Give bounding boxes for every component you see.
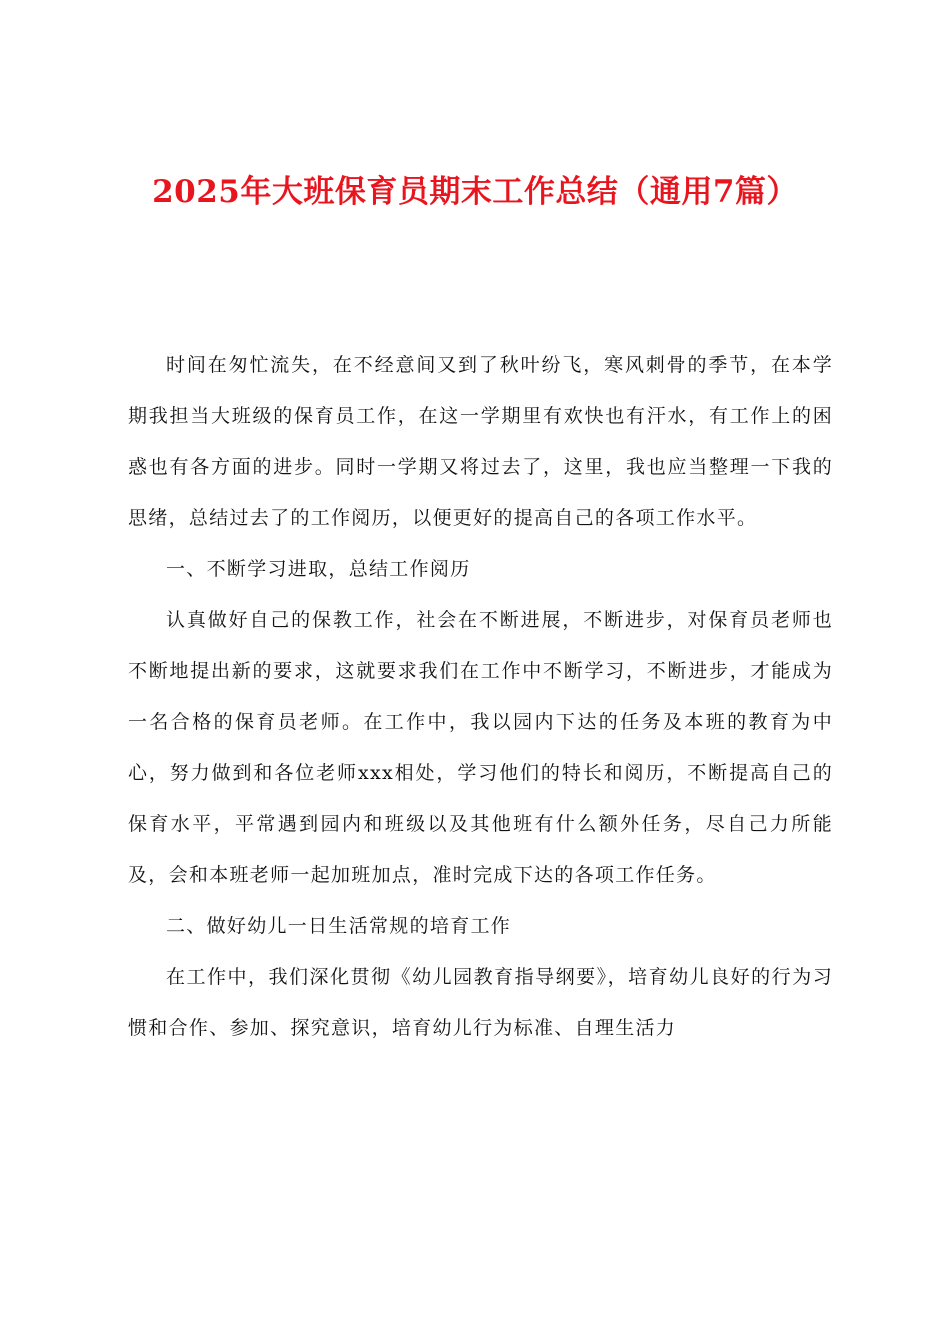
document-body bbox=[128, 340, 833, 1054]
section-heading-1: 一、不断学习进取，总结工作阅历 bbox=[166, 558, 471, 580]
paragraph-intro: 时间在匆忙流失，在不经意间又到了秋叶纷飞，寒风刺骨的季节，在本学期我担当大班级的保育员工作，在这一学期里有欢快也有汗水，有工作上的困惑也有各方面的进步。同时一学期又将过去了，这里，我也应当整理一下我的思绪，总结过去了的工作阅历，以便更好的提高自己的各项工作水平。 bbox=[128, 354, 833, 529]
paragraph-section-1: 认真做好自己的保教工作，社会在不断进展，不断进步，对保育员老师也不断地提出新的要求，这就要求我们在工作中不断学习，不断进步，才能成为一名合格的保育员老师。在工作中，我以园内下达的任务及本班的教育为中心，努力做到和各位老师xxx相处，学习他们的特长和阅历，不断提高自己的保育水平，平常遇到园内和班级以及其他班有什么额外任务，尽自己力所能及，会和本班老师一起加班加点，准时完成下达的各项工作任务。 bbox=[128, 609, 833, 886]
paragraph-section-2: 在工作中，我们深化贯彻《幼儿园教育指导纲要》，培育幼儿良好的行为习惯和合作、参加、探究意识，培育幼儿行为标准、自理生活力 bbox=[128, 966, 833, 1039]
section-heading-2: 二、做好幼儿一日生活常规的培育工作 bbox=[166, 915, 512, 937]
document-title: 2025年大班保育员期末工作总结（通用7篇） bbox=[152, 174, 798, 210]
